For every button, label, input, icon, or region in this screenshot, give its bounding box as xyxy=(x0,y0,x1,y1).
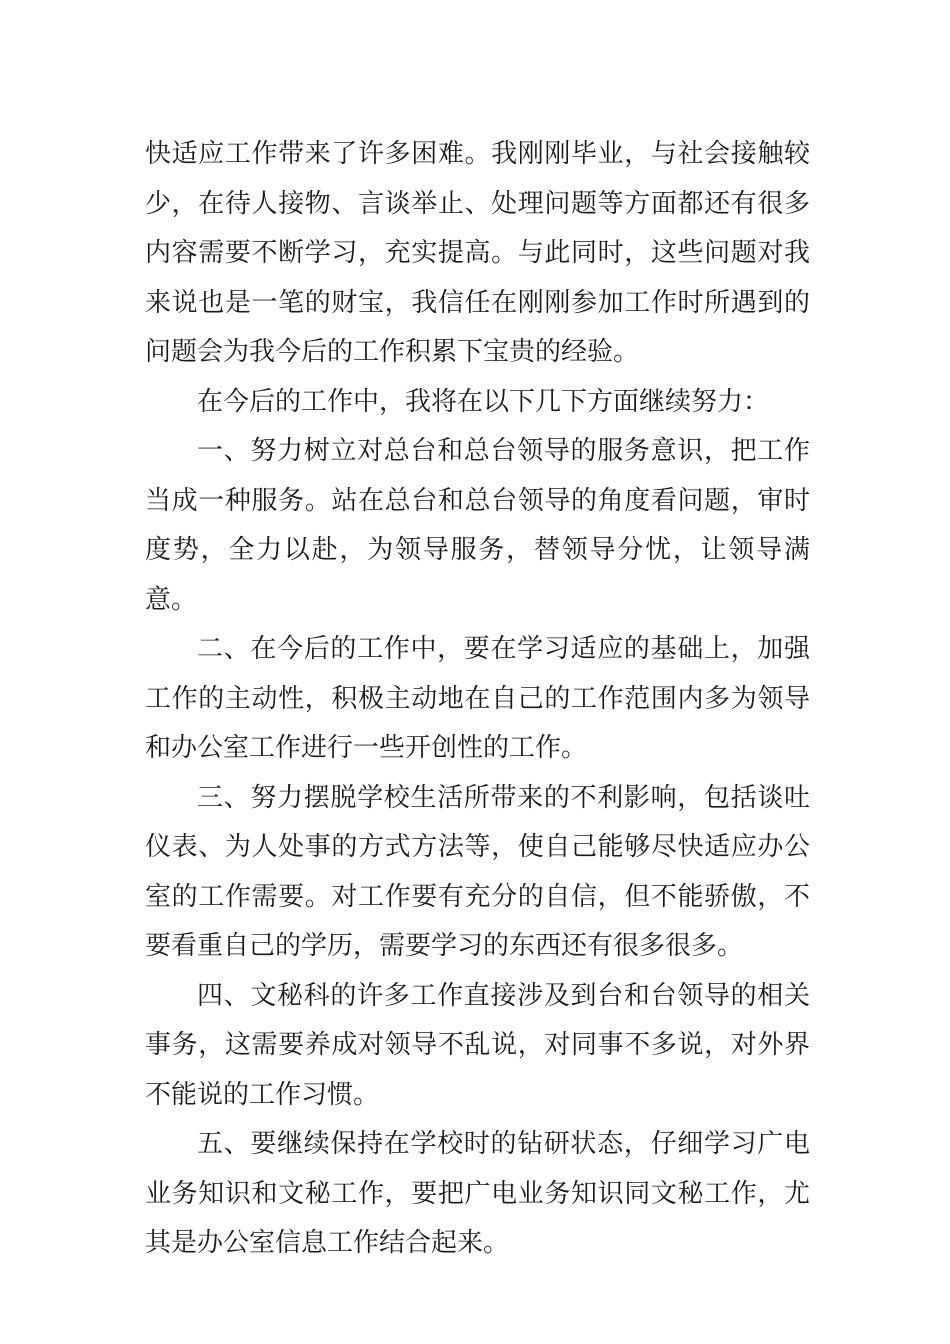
paragraph-continuation: 快适应工作带来了许多困难。我刚刚毕业，与社会接触较少，在待人接物、言谈举止、处理问题等方面都还有很多内容需要不断学习，充实提高。与此同时，这些问题对我来说也是一笔的财宝，我信任在刚刚参加工作时所遇到的问题会为我今后的工作积累下宝贵的经验。 xyxy=(145,139,810,367)
paragraph-point-4: 四、文秘科的许多工作直接涉及到台和台领导的相关事务，这需要养成对领导不乱说，对同事不多说，对外界不能说的工作习惯。 xyxy=(145,980,810,1110)
paragraph-point-1: 一、努力树立对总台和总台领导的服务意识，把工作当成一种服务。站在总台和总台领导的角度看问题，审时度势，全力以赴，为领导服务，替领导分忧，让领导满意。 xyxy=(145,436,810,615)
document-body xyxy=(145,130,810,1269)
paragraph-point-2: 二、在今后的工作中，要在学习适应的基础上，加强工作的主动性，积极主动地在自己的工作范围内多为领导和办公室工作进行一些开创性的工作。 xyxy=(145,634,810,763)
paragraph-point-5: 五、要继续保持在学校时的钻研状态，仔细学习广电业务知识和文秘工作，要把广电业务知识同文秘工作，尤其是办公室信息工作结合起来。 xyxy=(145,1129,810,1258)
paragraph-point-3: 三、努力摆脱学校生活所带来的不利影响，包括谈吐仪表、为人处事的方式方法等，使自己能够尽快适应办公室的工作需要。对工作要有充分的自信，但不能骄傲，不要看重自己的学历，需要学习的东西还有很多很多。 xyxy=(145,782,810,961)
paragraph-intro: 在今后的工作中，我将在以下几下方面继续努力： xyxy=(197,386,770,417)
